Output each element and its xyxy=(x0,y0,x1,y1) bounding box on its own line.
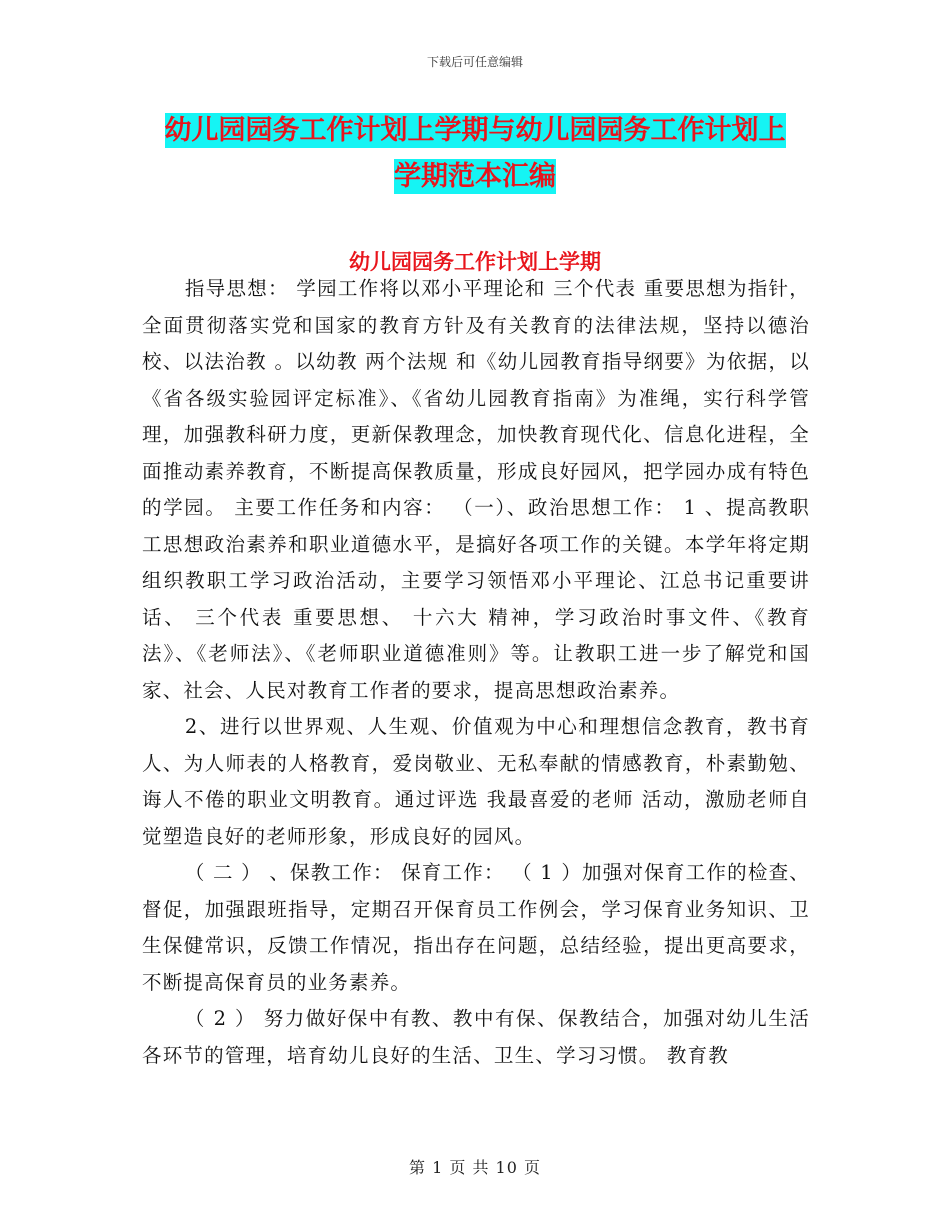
header-note: 下载后可任意编辑 xyxy=(426,55,523,69)
section-title: 幼儿园园务工作计划上学期 xyxy=(349,250,601,274)
paragraph-values-education: 2、进行以世界观、人生观、价值观为中心和理想信念教育，教书育人、为人师表的人格教育，爱岗敬业、无私奉献的情感教育，朴素勤勉、诲人不倦的职业文明教育。通过评选 我最喜爱的老师 活动，激励老师自觉塑造良好的老师形象，形成良好的园风。 xyxy=(142,715,810,848)
paragraph-care-education: （ 2 ） 努力做好保中有教、教中有保、保教结合，加强对幼儿生活各环节的管理，培育幼儿良好的生活、卫生、学习习惯。 教育教 xyxy=(142,1007,810,1067)
body-text xyxy=(142,271,810,1074)
document-title-line-1: 幼儿园园务工作计划上学期与幼儿园园务工作计划上 xyxy=(164,115,786,146)
page-footer: 第 1 页 共 10 页 xyxy=(409,1158,541,1177)
paragraph-care-work: （ 二 ） 、保教工作： 保育工作： （ 1 ）加强对保育工作的检查、督促，加强跟班指导，定期召开保育员工作例会，学习保育业务知识、卫生保健常识，反馈工作情况，指出存在问题，总结经验，提出更高要求，不断提高保育员的业务素养。 xyxy=(142,861,810,994)
document-title-line-2: 学期范本汇编 xyxy=(394,161,556,192)
document-title xyxy=(140,108,810,200)
paragraph-guiding-thought: 指导思想： 学园工作将以邓小平理论和 三个代表 重要思想为指针，全面贯彻落实党和国家的教育方针及有关教育的法律法规，坚持以德治校、以法治教 。以幼教 两个法规 和《幼儿园教育指导纲要》为依据，以《省各级实验园评定标准》、《省幼儿园教育指南》为准绳，实行科学管理，加强教科研力度，更新保教理念，加快教育现代化、信息化进程，全面推动素养教育，不断提高保教质量，形成良好园风，把学园办成有特色的学园。 主要工作任务和内容： （一）、政治思想工作： 1 、提高教职工思想政治素养和职业道德水平，是搞好各项工作的关键。本学年将定期组织教职工学习政治活动，主要学习领悟邓小平理论、江总书记重要讲话、 三个代表 重要思想、 十六大 精神，学习政治时事文件、《教育法》、《老师法》、《老师职业道德准则》等。让教职工进一步了解党和国家、社会、人民对教育工作者的要求，提高思想政治素养。 xyxy=(142,277,810,702)
